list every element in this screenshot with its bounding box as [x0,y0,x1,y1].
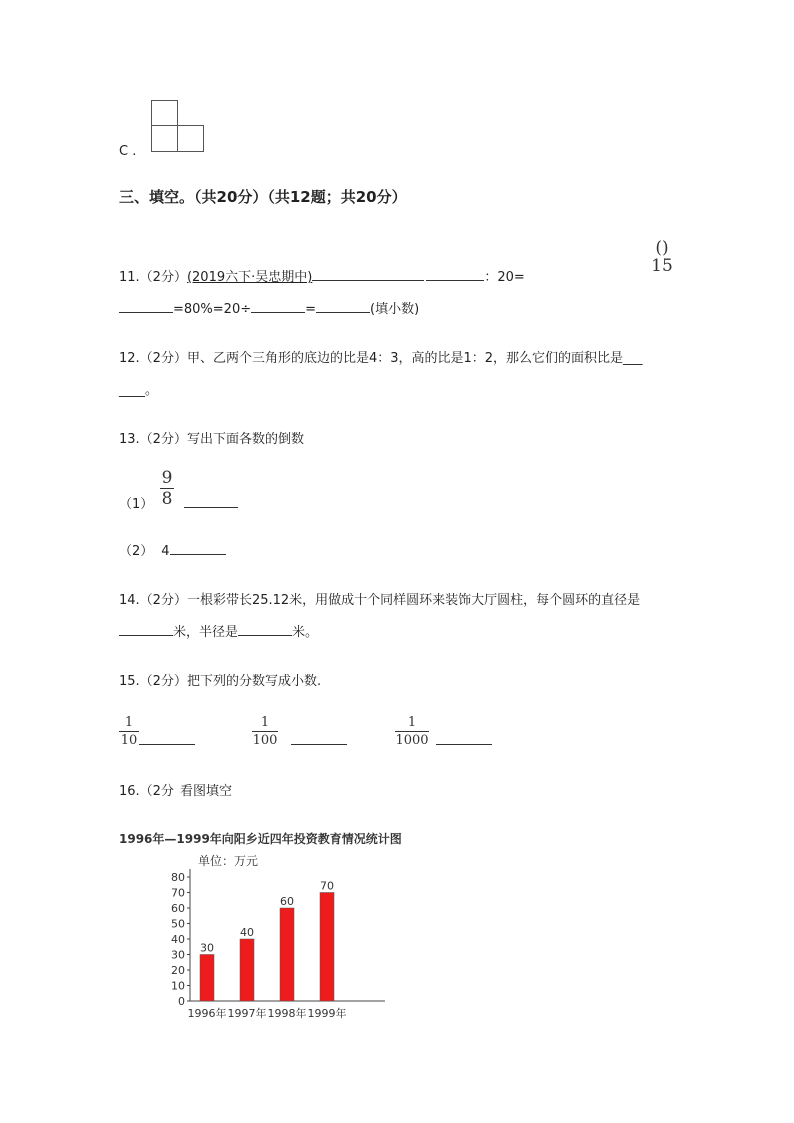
unit-text: 米。 [292,625,319,640]
fraction-one-hundredth [252,715,278,748]
question-11-line2 [119,298,419,317]
y-tick-label: 30 [171,948,185,962]
fraction-bar [252,731,278,732]
chart-unit-label: 单位：万元 [198,854,259,868]
question-number: 13.（2分） [119,432,187,447]
answer-blank[interactable] [251,298,305,313]
fraction-numerator: 1 [407,715,417,730]
answer-blank[interactable] [119,621,173,636]
fraction-denominator: 1000 [395,733,429,748]
question-number: 14.（2分） [119,593,187,608]
fraction-bar [395,731,429,732]
y-tick-label: 70 [171,886,185,900]
question-source-link[interactable]: (2019六下·吴忠期中) [186,270,313,285]
answer-blank[interactable] [426,266,484,281]
bar-data-label: 30 [200,941,214,955]
y-tick-label: 20 [171,964,185,977]
x-tick-label: 1997年 [227,1007,267,1020]
hint-text: (填小数) [370,302,420,317]
section-title: 三、填空。（共20分）（共12题；共20分） [119,188,407,206]
question-14-line1 [119,589,640,608]
chart-title: 1996年—1999年向阳乡近四年投资教育情况统计图 [119,832,402,846]
question-text: 甲、乙两个三角形的底边的比是4：3，高的比是1：2，那么它们的面积比是___ [186,351,643,366]
fraction-denominator: 8 [161,489,173,509]
y-tick-label: 10 [171,979,185,993]
answer-blank[interactable] [316,298,370,313]
bar-chart [110,825,430,1025]
item-label: （2） [119,544,154,559]
unit-text: 米，半径是 [173,625,239,640]
answer-blank[interactable] [436,730,492,745]
chart-x-labels [188,1006,347,1020]
bar-data-label: 60 [280,895,294,908]
option-c-label: C . [119,144,137,159]
fraction-one-thousandth [395,715,429,748]
question-number: 12.（2分） [119,351,187,366]
fraction-denominator: 10 [120,733,138,748]
question-13 [119,428,304,447]
question-number: 11.（2分） [119,270,187,285]
question-number: 16.（2分 [119,784,174,799]
answer-blank[interactable] [184,493,238,508]
question-12-line2: ____。 [119,383,159,398]
fraction-one-tenth [119,715,139,748]
bar [240,939,254,1001]
equation-text: ：20= [484,270,525,285]
question-13-item2 [119,540,226,559]
question-text: 写出下面各数的倒数 [186,432,304,447]
fraction-numerator: 9 [161,468,173,488]
y-tick-label: 50 [171,917,185,931]
x-tick-label: 1998年 [267,1007,307,1020]
question-15 [119,670,321,689]
item-label: （1） [119,497,154,512]
equation-text: =80%=20÷ [173,302,252,317]
equation-text: = [305,302,317,317]
question-text: 一根彩带长25.12米，用做成十个同样圆环来装饰大厅圆柱，每个圆环的直径是 [186,593,641,608]
chart-bars [200,880,334,1002]
fraction-numerator: 1 [260,715,270,730]
answer-blank[interactable] [238,621,292,636]
bar-data-label: 70 [320,879,334,893]
bar [280,908,294,1001]
fraction-numerator: () [655,238,669,258]
answer-blank[interactable] [119,298,173,313]
bar [200,955,214,1002]
y-tick-label: 80 [171,871,185,884]
fraction-blank-over-15 [651,239,673,275]
option-c-figure [150,99,206,155]
fraction-nine-eighths [160,469,174,508]
fraction-bar [119,731,139,732]
question-16 [119,780,232,799]
question-14-line2 [119,621,318,640]
question-text: 把下列的分数写成小数. [186,674,322,689]
chart-y-ticks [171,871,190,1008]
y-tick-label: 40 [171,933,185,946]
fraction-numerator: 1 [124,715,134,730]
x-tick-label: 1996年 [187,1007,227,1020]
question-12-line1 [119,347,643,366]
answer-blank[interactable] [312,266,424,281]
question-text: 看图填空 [179,784,232,799]
x-tick-label: 1999年 [307,1007,347,1020]
question-11-line1 [119,266,525,285]
answer-blank[interactable] [291,730,347,745]
question-number: 15.（2分） [119,674,187,689]
y-tick-label: 60 [171,902,185,915]
fraction-denominator: 100 [252,733,278,748]
y-tick-label: 0 [178,995,185,1008]
answer-blank[interactable] [139,730,195,745]
bar-data-label: 40 [240,926,254,939]
bar [320,893,334,1002]
item-value: 4 [161,544,170,559]
fraction-denominator: 15 [651,256,673,276]
answer-blank[interactable] [170,540,226,555]
